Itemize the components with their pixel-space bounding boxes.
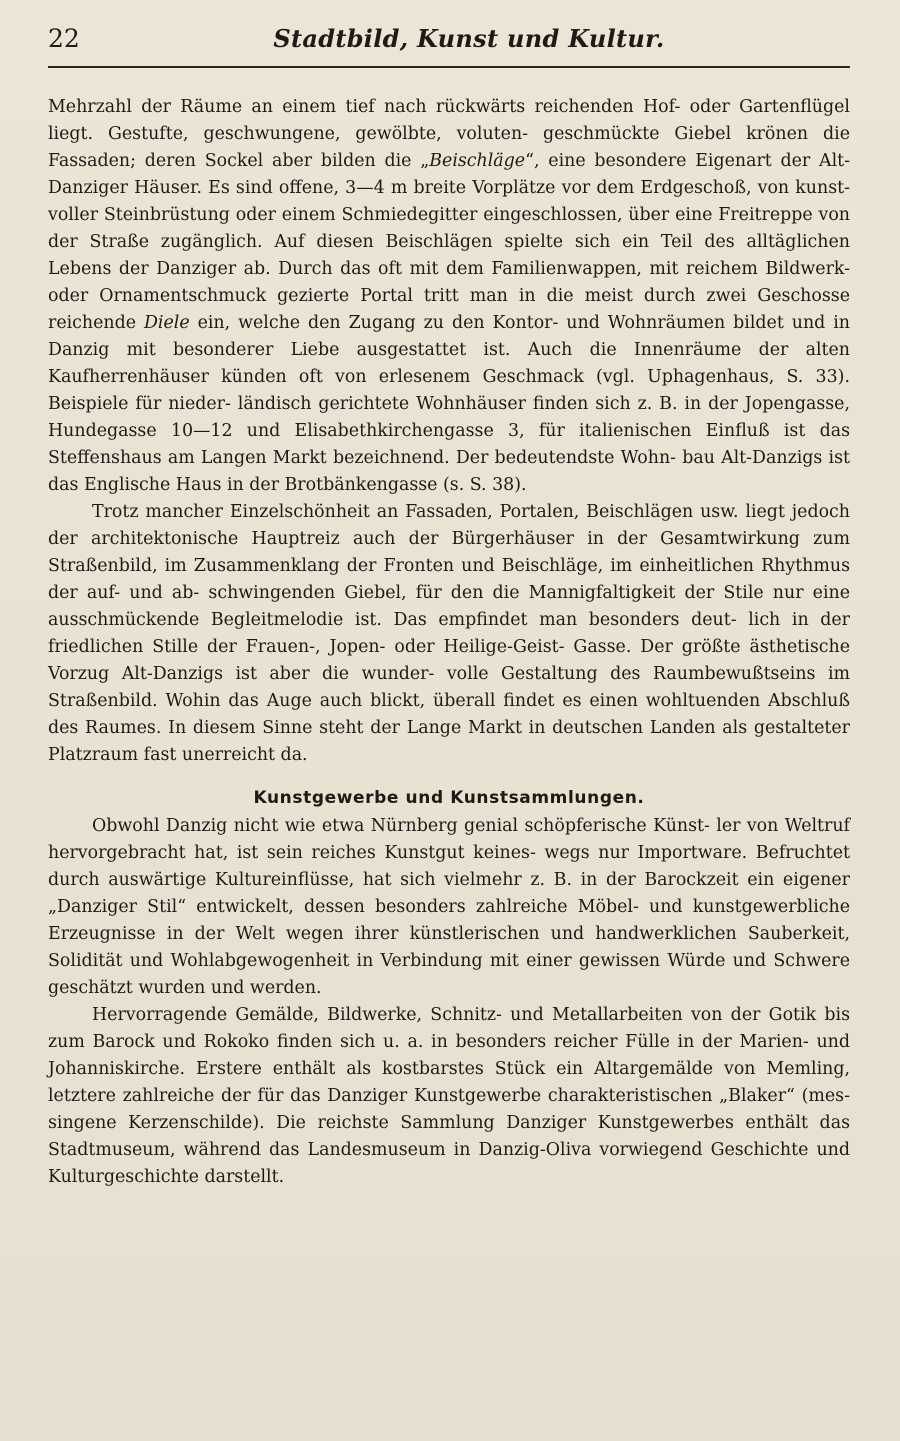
paragraph-collections: Hervorragende Gemälde, Bildwerke, Schnitz- und Metallarbeiten von der Gotik bis zum Barock und Rokoko finden sich u. a. in besonders reicher Fülle in der Marien- und Johanniskirche. Erstere enthält als kostbarstes Stück ein Altargemälde von Memling, letztere zahlreiche der für das Danziger Kunstgewerbe charakteristischen „Blaker“ (mes- singene Kerzenschilde). Die reichste Sammlung Danziger Kunstgewerbes enthält das Stadtmuseum, während das Landesmuseum in Danzig-Oliva vorwiegend Geschichte und Kulturgeschichte darstellt.	[48, 1005, 850, 1187]
page-number: 22	[48, 24, 80, 53]
paragraph-streetscape: Trotz mancher Einzelschönheit an Fassaden, Portalen, Beischlägen usw. liegt jedoch der architektonische Hauptreiz auch der Bürgerhäuser in der Gesamtwirkung zum Straßenbild, im Zusammenklang der Fronten und Beischläge, im einheitlichen Rhythmus der auf- und ab- schwingenden Giebel, für den die Mannigfaltigkeit der Stile nur eine ausschmückende Begleitmelodie ist. Das empfindet man besonders deut- lich in der friedlichen Stille der Frauen-, Jopen- oder Heilige-Geist- Gasse. Der größte ästhetische Vorzug Alt-Danzigs ist aber die wunder- volle Gestaltung des Raumbewußtseins im Straßenbild. Wohin das Auge auch blickt, überall findet es einen wohltuenden Abschluß des Raumes. In diesem Sinne steht der Lange Markt in deutschen Landen als gestalteter Platzraum fast unerreicht da.	[48, 502, 850, 765]
paragraph-houses-part3: ein, welche den Zugang zu den Kontor- und Wohnräumen bildet und in Danzig mit besonderer Liebe ausgestattet ist. Auch die Innenräume der alten Kaufherrenhäuser künden oft von erlesenem Geschmack (vgl. Uphagenhaus, S. 33). Beispiele für nieder- ländisch gerichtete Wohnhäuser finden sich z. B. in der Jopengasse, Hundegasse 10—12 und Elisabethkirchengasse 3, für italienischen Einfluß ist das Steffenshaus am Langen Markt bezeichnend. Der bedeutendste Wohn- bau Alt-Danzigs ist das Englische Haus in der Brotbänkengasse (s. S. 38).	[48, 313, 850, 495]
page-header	[48, 22, 850, 64]
header-rule	[48, 66, 850, 68]
section-heading: Kunstgewerbe und Kunstsammlungen.	[253, 788, 645, 808]
body-text	[48, 94, 850, 1191]
paragraph-danzig-style: Obwohl Danzig nicht wie etwa Nürnberg genial schöpferische Künst- ler von Weltruf hervorgebracht hat, ist sein reiches Kunstgut keines- wegs nur Importware. Befruchtet durch auswärtige Kultureinflüsse, hat sich vielmehr z. B. in der Barockzeit ein eigener „Danziger Stil“ entwickelt, dessen besonders zahlreiche Möbel- und kunstgewerbliche Erzeugnisse in der Welt wegen ihrer künstlerischen und handwerklichen Sauberkeit, Solidität und Wohlabgewogenheit in Verbindung mit einer gewissen Würde und Schwere geschätzt wurden und werden.	[48, 816, 850, 998]
paragraph-houses-part1: Mehrzahl der Räume an einem tief nach rückwärts reichenden Hof- oder Gartenflügel liegt. Gestufte, geschwungene, gewölbte, voluten- geschmückte Giebel krönen die Fassaden; deren Sockel aber bilden die „	[48, 97, 850, 171]
paragraph-houses	[48, 94, 850, 499]
paragraph-houses-part2: “, eine besondere Eigenart der Alt-Danziger Häuser. Es sind offene, 3—4 m breite Vorplätze vor dem Erdgeschoß, von kunst- voller Steinbrüstung oder einem Schmiedegitter eingeschlossen, über eine Freitreppe von der Straße zugänglich. Auf diesen Beischlägen spielte sich ein Teil des alltäglichen Lebens der Danziger ab. Durch das oft mit dem Familienwappen, mit reichem Bildwerk- oder Ornamentschmuck gezierte Portal tritt man in die meist durch zwei Geschosse reichende	[48, 151, 850, 333]
running-title: Stadtbild, Kunst und Kultur.	[273, 24, 665, 53]
term-beischlaege: Beischläge	[429, 151, 526, 171]
term-diele: Diele	[143, 313, 190, 333]
